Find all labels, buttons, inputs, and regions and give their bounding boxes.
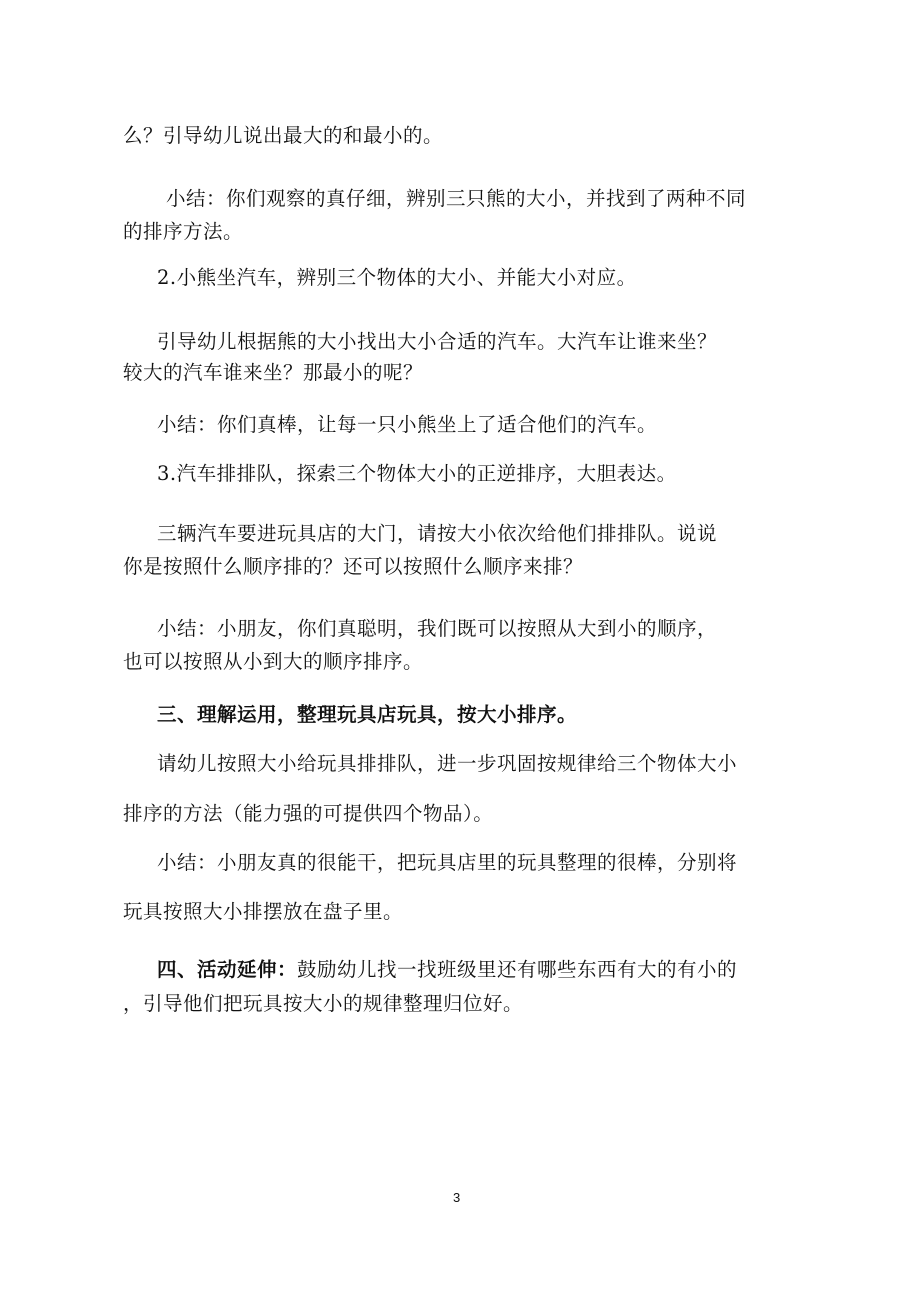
paragraph-line: 玩具按照大小排摆放在盘子里。 [123,900,404,923]
summary-line: 小结：你们真棒，让每一只小熊坐上了适合他们的汽车。 [157,413,658,436]
summary-line: 小结：你们观察的真仔细，辨别三只熊的大小，并找到了两种不同 [166,187,747,210]
paragraph-line: 排序的方法（能力强的可提供四个物品）。 [123,802,494,825]
paragraph-line: ，引导他们把玩具按大小的规律整理归位好。 [123,992,524,1015]
summary-line: 小结：小朋友真的很能干，把玩具店里的玩具整理的很棒，分别将 [157,851,738,874]
paragraph-line: 三辆汽车要进玩具店的大门，请按大小依次给他们排排队。说说 [157,522,718,545]
paragraph-line: 么？引导幼儿说出最大的和最小的。 [123,124,444,147]
step-heading: 2.小熊坐汽车，辨别三个物体的大小、并能大小对应。 [157,266,637,289]
paragraph-line: 的排序方法。 [123,220,244,243]
section-heading: 四、活动延伸： [157,958,298,981]
summary-line: 小结：小朋友，你们真聪明，我们既可以按照从大到小的顺序， [157,617,718,640]
section-heading: 三、理解运用，整理玩具店玩具，按大小排序。 [157,703,578,726]
paragraph-line: 你是按照什么顺序排的？还可以按照什么顺序来排？ [123,555,584,578]
paragraph-line: 较大的汽车谁来坐？那最小的呢？ [123,361,424,384]
paragraph-line: 引导幼儿根据熊的大小找出大小合适的汽车。大汽车让谁来坐？ [157,330,718,353]
section-text: 鼓励幼儿找一找班级里还有哪些东西有大的有小的 [297,958,738,981]
paragraph-line: 也可以按照从小到大的顺序排序。 [123,650,424,673]
paragraph-line: 请幼儿按照大小给玩具排排队，进一步巩固按规律给三个物体大小 [157,752,738,775]
page-number: 3 [453,1190,461,1205]
section-line [157,958,737,982]
step-heading: 3.汽车排排队，探索三个物体大小的正逆排序，大胆表达。 [157,462,677,485]
